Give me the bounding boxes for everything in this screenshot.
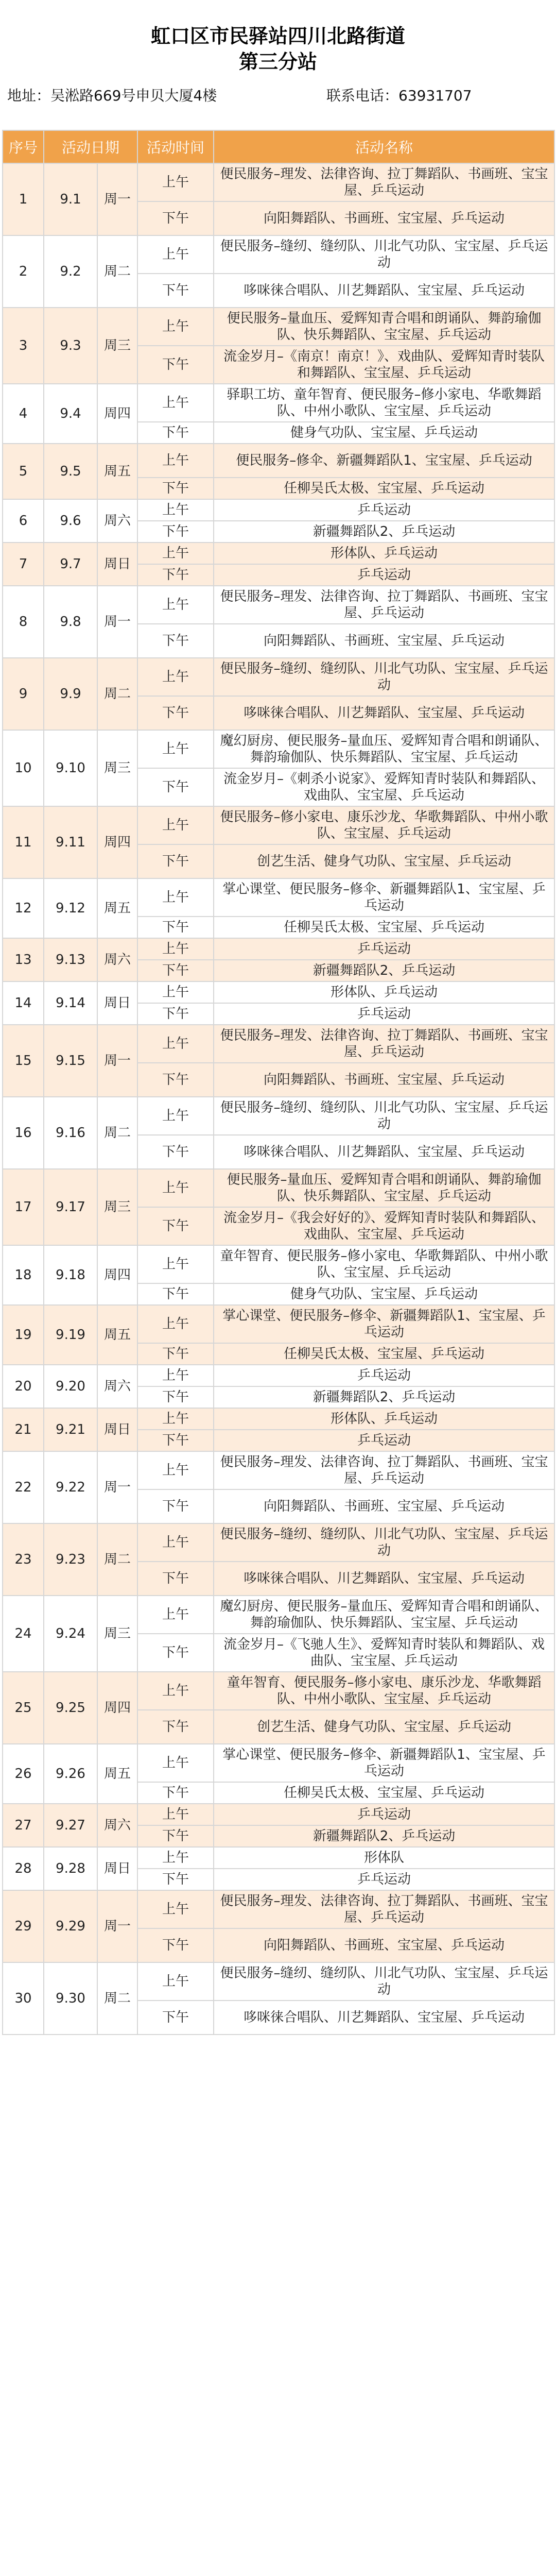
table-row: [3, 1169, 554, 1207]
session-am-label: 上午: [137, 1890, 214, 1928]
row-number: 8: [3, 586, 44, 658]
session-pm-label: 下午: [137, 564, 214, 586]
row-date: 9.5: [44, 444, 97, 499]
session-am-label: 上午: [137, 878, 214, 917]
activity-am: 形体队、乒乓运动: [214, 543, 554, 564]
session-am-label: 上午: [137, 1744, 214, 1782]
activity-am: 童年智育、便民服务–修小家电、华歌舞蹈队、中州小歌队、宝宝屋、乒乓运动: [214, 1245, 554, 1283]
table-row: [3, 1408, 554, 1430]
row-number: 15: [3, 1025, 44, 1097]
row-date: 9.25: [44, 1672, 97, 1744]
row-date: 9.22: [44, 1451, 97, 1523]
header-date: 活动日期: [44, 130, 137, 163]
row-date: 9.8: [44, 586, 97, 658]
row-number: 18: [3, 1245, 44, 1305]
activity-pm: 新疆舞蹈队2、乒乓运动: [214, 960, 554, 981]
session-pm-label: 下午: [137, 1489, 214, 1523]
row-date: 9.15: [44, 1025, 97, 1097]
row-weekday: 周一: [97, 1890, 137, 1962]
session-am-label: 上午: [137, 1408, 214, 1430]
table-row: [3, 1744, 554, 1782]
row-weekday: 周二: [97, 235, 137, 308]
session-pm-label: 下午: [137, 696, 214, 730]
activity-pm: 向阳舞蹈队、书画班、宝宝屋、乒乓运动: [214, 624, 554, 658]
session-pm-label: 下午: [137, 346, 214, 384]
table-row: [3, 1962, 554, 2001]
row-number: 7: [3, 543, 44, 586]
activity-am: 乒乓运动: [214, 938, 554, 960]
session-am-label: 上午: [137, 235, 214, 274]
table-row: [3, 235, 554, 274]
session-pm-label: 下午: [137, 1386, 214, 1408]
row-date: 9.23: [44, 1523, 97, 1596]
activity-am: 形体队、乒乓运动: [214, 1408, 554, 1430]
row-weekday: 周四: [97, 1672, 137, 1744]
session-pm-label: 下午: [137, 1343, 214, 1365]
session-am-label: 上午: [137, 308, 214, 346]
table-row: [3, 444, 554, 478]
table-row: [3, 938, 554, 960]
row-number: 9: [3, 658, 44, 730]
session-pm-label: 下午: [137, 1562, 214, 1596]
row-weekday: 周六: [97, 1804, 137, 1847]
activity-pm: 哆咪徕合唱队、川艺舞蹈队、宝宝屋、乒乓运动: [214, 2001, 554, 2035]
activity-am: 便民服务–理发、法律咨询、拉丁舞蹈队、书画班、宝宝屋、乒乓运动: [214, 1890, 554, 1928]
row-weekday: 周四: [97, 1245, 137, 1305]
activity-am: 魔幻厨房、便民服务–量血压、爱辉知青合唱和朗诵队、舞韵瑜伽队、快乐舞蹈队、宝宝屋、乒乓运动: [214, 1596, 554, 1634]
activity-pm: 健身气功队、宝宝屋、乒乓运动: [214, 422, 554, 444]
session-pm-label: 下午: [137, 1782, 214, 1804]
activity-am: 乒乓运动: [214, 499, 554, 521]
row-date: 9.29: [44, 1890, 97, 1962]
row-number: 21: [3, 1408, 44, 1451]
row-weekday: 周六: [97, 499, 137, 543]
header-activity: 活动名称: [214, 130, 554, 163]
activity-pm: 任柳吴氏太极、宝宝屋、乒乓运动: [214, 1782, 554, 1804]
row-number: 20: [3, 1365, 44, 1408]
activity-am: 便民服务–缝纫、缝纫队、川北气功队、宝宝屋、乒乓运动: [214, 658, 554, 696]
session-pm-label: 下午: [137, 1634, 214, 1672]
table-row: [3, 981, 554, 1003]
activity-am: 便民服务–缝纫、缝纫队、川北气功队、宝宝屋、乒乓运动: [214, 1962, 554, 2001]
session-am-label: 上午: [137, 543, 214, 564]
row-date: 9.28: [44, 1847, 97, 1890]
activity-am: 魔幻厨房、便民服务–量血压、爱辉知青合唱和朗诵队、舞韵瑜伽队、快乐舞蹈队、宝宝屋、乒乓运动: [214, 730, 554, 768]
row-date: 9.18: [44, 1245, 97, 1305]
session-pm-label: 下午: [137, 1283, 214, 1305]
row-number: 30: [3, 1962, 44, 2035]
session-pm-label: 下午: [137, 422, 214, 444]
session-pm-label: 下午: [137, 1825, 214, 1847]
table-row: [3, 163, 554, 201]
row-number: 23: [3, 1523, 44, 1596]
session-pm-label: 下午: [137, 844, 214, 878]
session-am-label: 上午: [137, 1596, 214, 1634]
activity-am: 便民服务–缝纫、缝纫队、川北气功队、宝宝屋、乒乓运动: [214, 1097, 554, 1135]
activity-am: 便民服务–量血压、爱辉知青合唱和朗诵队、舞韵瑜伽队、快乐舞蹈队、宝宝屋、乒乓运动: [214, 1169, 554, 1207]
activity-pm: 流金岁月–《南京！南京！》、戏曲队、爱辉知青时装队和舞蹈队、宝宝屋、乒乓运动: [214, 346, 554, 384]
session-am-label: 上午: [137, 444, 214, 478]
table-row: [3, 1025, 554, 1063]
row-number: 10: [3, 730, 44, 806]
row-weekday: 周四: [97, 384, 137, 444]
row-date: 9.11: [44, 806, 97, 878]
row-date: 9.4: [44, 384, 97, 444]
activity-pm: 乒乓运动: [214, 1869, 554, 1890]
activity-am: 童年智育、便民服务–修小家电、康乐沙龙、华歌舞蹈队、中州小歌队、宝宝屋、乒乓运动: [214, 1672, 554, 1710]
row-weekday: 周六: [97, 1365, 137, 1408]
activity-pm: 新疆舞蹈队2、乒乓运动: [214, 521, 554, 543]
session-pm-label: 下午: [137, 1135, 214, 1169]
row-number: 12: [3, 878, 44, 938]
activity-pm: 乒乓运动: [214, 1430, 554, 1451]
activity-am: 形体队: [214, 1847, 554, 1869]
activity-am: 便民服务–缝纫、缝纫队、川北气功队、宝宝屋、乒乓运动: [214, 235, 554, 274]
page-title: 虹口区市民驿站四川北路街道: [150, 25, 405, 47]
row-number: 19: [3, 1305, 44, 1365]
session-am-label: 上午: [137, 1025, 214, 1063]
activity-am: 便民服务–修小家电、康乐沙龙、华歌舞蹈队、中州小歌队、宝宝屋、乒乓运动: [214, 806, 554, 844]
row-date: 9.14: [44, 981, 97, 1025]
session-am-label: 上午: [137, 981, 214, 1003]
row-weekday: 周三: [97, 730, 137, 806]
table-header-row: [3, 130, 554, 163]
table-row: [3, 1523, 554, 1562]
page-header: [0, 0, 556, 109]
row-date: 9.26: [44, 1744, 97, 1804]
activity-pm: 哆咪徕合唱队、川艺舞蹈队、宝宝屋、乒乓运动: [214, 1562, 554, 1596]
row-date: 9.30: [44, 1962, 97, 2035]
row-date: 9.7: [44, 543, 97, 586]
phone-text: 联系电话：63931707: [326, 87, 472, 104]
table-row: [3, 1890, 554, 1928]
activity-pm: 乒乓运动: [214, 1003, 554, 1025]
row-number: 5: [3, 444, 44, 499]
table-row: [3, 1804, 554, 1825]
row-number: 6: [3, 499, 44, 543]
activity-pm: 哆咪徕合唱队、川艺舞蹈队、宝宝屋、乒乓运动: [214, 274, 554, 308]
session-am-label: 上午: [137, 1804, 214, 1825]
session-am-label: 上午: [137, 1847, 214, 1869]
page-subtitle: 第三分站: [238, 50, 317, 73]
session-pm-label: 下午: [137, 274, 214, 308]
header-time: 活动时间: [137, 130, 214, 163]
session-pm-label: 下午: [137, 1207, 214, 1245]
header-number: 序号: [3, 130, 44, 163]
activity-pm: 任柳吴氏太极、宝宝屋、乒乓运动: [214, 1343, 554, 1365]
row-date: 9.20: [44, 1365, 97, 1408]
table-row: [3, 1596, 554, 1634]
activity-am: 掌心课堂、便民服务–修伞、新疆舞蹈队1、宝宝屋、乒乓运动: [214, 878, 554, 917]
table-row: [3, 1672, 554, 1710]
row-weekday: 周日: [97, 981, 137, 1025]
table-row: [3, 308, 554, 346]
row-weekday: 周三: [97, 308, 137, 384]
row-number: 29: [3, 1890, 44, 1962]
row-weekday: 周一: [97, 163, 137, 235]
session-pm-label: 下午: [137, 1869, 214, 1890]
activity-am: 便民服务–理发、法律咨询、拉丁舞蹈队、书画班、宝宝屋、乒乓运动: [214, 1451, 554, 1489]
session-pm-label: 下午: [137, 2001, 214, 2035]
activity-pm: 流金岁月–《飞驰人生》、爱辉知青时装队和舞蹈队、戏曲队、宝宝屋、乒乓运动: [214, 1634, 554, 1672]
table-row: [3, 543, 554, 564]
session-pm-label: 下午: [137, 768, 214, 806]
row-date: 9.16: [44, 1097, 97, 1169]
row-weekday: 周五: [97, 444, 137, 499]
session-pm-label: 下午: [137, 1928, 214, 1962]
table-body: [3, 163, 554, 2035]
session-pm-label: 下午: [137, 1003, 214, 1025]
session-am-label: 上午: [137, 163, 214, 201]
row-date: 9.2: [44, 235, 97, 308]
table-row: [3, 1451, 554, 1489]
activity-pm: 哆咪徕合唱队、川艺舞蹈队、宝宝屋、乒乓运动: [214, 1135, 554, 1169]
row-weekday: 周日: [97, 1408, 137, 1451]
activity-am: 乒乓运动: [214, 1365, 554, 1386]
activity-pm: 新疆舞蹈队2、乒乓运动: [214, 1825, 554, 1847]
row-weekday: 周五: [97, 1305, 137, 1365]
row-number: 16: [3, 1097, 44, 1169]
table-row: [3, 1305, 554, 1343]
activity-am: 便民服务–量血压、爱辉知青合唱和朗诵队、舞韵瑜伽队、快乐舞蹈队、宝宝屋、乒乓运动: [214, 308, 554, 346]
row-number: 13: [3, 938, 44, 981]
row-number: 17: [3, 1169, 44, 1245]
activity-am: 便民服务–理发、法律咨询、拉丁舞蹈队、书画班、宝宝屋、乒乓运动: [214, 163, 554, 201]
row-date: 9.19: [44, 1305, 97, 1365]
table-row: [3, 1245, 554, 1283]
session-pm-label: 下午: [137, 1710, 214, 1744]
row-date: 9.24: [44, 1596, 97, 1672]
row-weekday: 周二: [97, 1962, 137, 2035]
row-weekday: 周五: [97, 878, 137, 938]
table-row: [3, 384, 554, 422]
session-pm-label: 下午: [137, 624, 214, 658]
table-row: [3, 806, 554, 844]
activity-schedule-table: [2, 130, 555, 2035]
activity-pm: 向阳舞蹈队、书画班、宝宝屋、乒乓运动: [214, 1489, 554, 1523]
row-number: 24: [3, 1596, 44, 1672]
table-row: [3, 658, 554, 696]
row-date: 9.12: [44, 878, 97, 938]
row-number: 4: [3, 384, 44, 444]
row-weekday: 周一: [97, 1025, 137, 1097]
activity-pm: 健身气功队、宝宝屋、乒乓运动: [214, 1283, 554, 1305]
session-am-label: 上午: [137, 658, 214, 696]
activity-am: 便民服务–理发、法律咨询、拉丁舞蹈队、书画班、宝宝屋、乒乓运动: [214, 1025, 554, 1063]
row-number: 1: [3, 163, 44, 235]
row-weekday: 周四: [97, 806, 137, 878]
session-am-label: 上午: [137, 586, 214, 624]
row-weekday: 周日: [97, 543, 137, 586]
row-number: 25: [3, 1672, 44, 1744]
row-date: 9.6: [44, 499, 97, 543]
activity-pm: 流金岁月–《刺杀小说家》、爱辉知青时装队和舞蹈队、戏曲队、宝宝屋、乒乓运动: [214, 768, 554, 806]
activity-am: 掌心课堂、便民服务–修伞、新疆舞蹈队1、宝宝屋、乒乓运动: [214, 1744, 554, 1782]
row-weekday: 周六: [97, 938, 137, 981]
activity-am: 形体队、乒乓运动: [214, 981, 554, 1003]
activity-pm: 哆咪徕合唱队、川艺舞蹈队、宝宝屋、乒乓运动: [214, 696, 554, 730]
session-am-label: 上午: [137, 1365, 214, 1386]
row-weekday: 周二: [97, 658, 137, 730]
row-number: 14: [3, 981, 44, 1025]
row-weekday: 周一: [97, 586, 137, 658]
row-date: 9.10: [44, 730, 97, 806]
session-am-label: 上午: [137, 730, 214, 768]
row-weekday: 周一: [97, 1451, 137, 1523]
row-weekday: 周二: [97, 1097, 137, 1169]
session-am-label: 上午: [137, 499, 214, 521]
table-row: [3, 730, 554, 768]
session-pm-label: 下午: [137, 1063, 214, 1097]
address-text: 地址：吴淞路669号申贝大厦4楼: [7, 87, 217, 104]
activity-pm: 新疆舞蹈队2、乒乓运动: [214, 1386, 554, 1408]
table-row: [3, 586, 554, 624]
activity-pm: 乒乓运动: [214, 564, 554, 586]
session-am-label: 上午: [137, 1245, 214, 1283]
activity-am: 驿职工坊、童年智育、便民服务–修小家电、华歌舞蹈队、中州小歌队、宝宝屋、乒乓运动: [214, 384, 554, 422]
session-am-label: 上午: [137, 1672, 214, 1710]
table-row: [3, 1847, 554, 1869]
session-pm-label: 下午: [137, 521, 214, 543]
session-pm-label: 下午: [137, 478, 214, 499]
session-pm-label: 下午: [137, 917, 214, 938]
activity-pm: 创艺生活、健身气功队、宝宝屋、乒乓运动: [214, 844, 554, 878]
row-number: 3: [3, 308, 44, 384]
table-row: [3, 878, 554, 917]
row-number: 28: [3, 1847, 44, 1890]
activity-pm: 任柳吴氏太极、宝宝屋、乒乓运动: [214, 917, 554, 938]
row-date: 9.17: [44, 1169, 97, 1245]
activity-pm: 向阳舞蹈队、书画班、宝宝屋、乒乓运动: [214, 1063, 554, 1097]
session-pm-label: 下午: [137, 960, 214, 981]
row-date: 9.1: [44, 163, 97, 235]
row-number: 2: [3, 235, 44, 308]
activity-pm: 流金岁月–《我会好好的》、爱辉知青时装队和舞蹈队、戏曲队、宝宝屋、乒乓运动: [214, 1207, 554, 1245]
session-am-label: 上午: [137, 1451, 214, 1489]
session-am-label: 上午: [137, 938, 214, 960]
activity-am: 便民服务–修伞、新疆舞蹈队1、宝宝屋、乒乓运动: [214, 444, 554, 478]
row-number: 26: [3, 1744, 44, 1804]
row-date: 9.9: [44, 658, 97, 730]
session-am-label: 上午: [137, 1523, 214, 1562]
row-number: 22: [3, 1451, 44, 1523]
session-am-label: 上午: [137, 806, 214, 844]
row-weekday: 周二: [97, 1523, 137, 1596]
row-number: 27: [3, 1804, 44, 1847]
table-row: [3, 499, 554, 521]
table-row: [3, 1097, 554, 1135]
activity-am: 便民服务–理发、法律咨询、拉丁舞蹈队、书画班、宝宝屋、乒乓运动: [214, 586, 554, 624]
row-date: 9.13: [44, 938, 97, 981]
activity-am: 便民服务–缝纫、缝纫队、川北气功队、宝宝屋、乒乓运动: [214, 1523, 554, 1562]
activity-am: 乒乓运动: [214, 1804, 554, 1825]
session-am-label: 上午: [137, 1169, 214, 1207]
activity-pm: 任柳吴氏太极、宝宝屋、乒乓运动: [214, 478, 554, 499]
row-date: 9.21: [44, 1408, 97, 1451]
session-am-label: 上午: [137, 1962, 214, 2001]
session-pm-label: 下午: [137, 201, 214, 235]
activity-pm: 向阳舞蹈队、书画班、宝宝屋、乒乓运动: [214, 1928, 554, 1962]
row-weekday: 周三: [97, 1596, 137, 1672]
row-date: 9.27: [44, 1804, 97, 1847]
table-row: [3, 1365, 554, 1386]
session-am-label: 上午: [137, 1097, 214, 1135]
activity-pm: 创艺生活、健身气功队、宝宝屋、乒乓运动: [214, 1710, 554, 1744]
row-date: 9.3: [44, 308, 97, 384]
row-number: 11: [3, 806, 44, 878]
row-weekday: 周五: [97, 1744, 137, 1804]
activity-am: 掌心课堂、便民服务–修伞、新疆舞蹈队1、宝宝屋、乒乓运动: [214, 1305, 554, 1343]
session-am-label: 上午: [137, 1305, 214, 1343]
row-weekday: 周日: [97, 1847, 137, 1890]
session-am-label: 上午: [137, 384, 214, 422]
row-weekday: 周三: [97, 1169, 137, 1245]
session-pm-label: 下午: [137, 1430, 214, 1451]
activity-pm: 向阳舞蹈队、书画班、宝宝屋、乒乓运动: [214, 201, 554, 235]
